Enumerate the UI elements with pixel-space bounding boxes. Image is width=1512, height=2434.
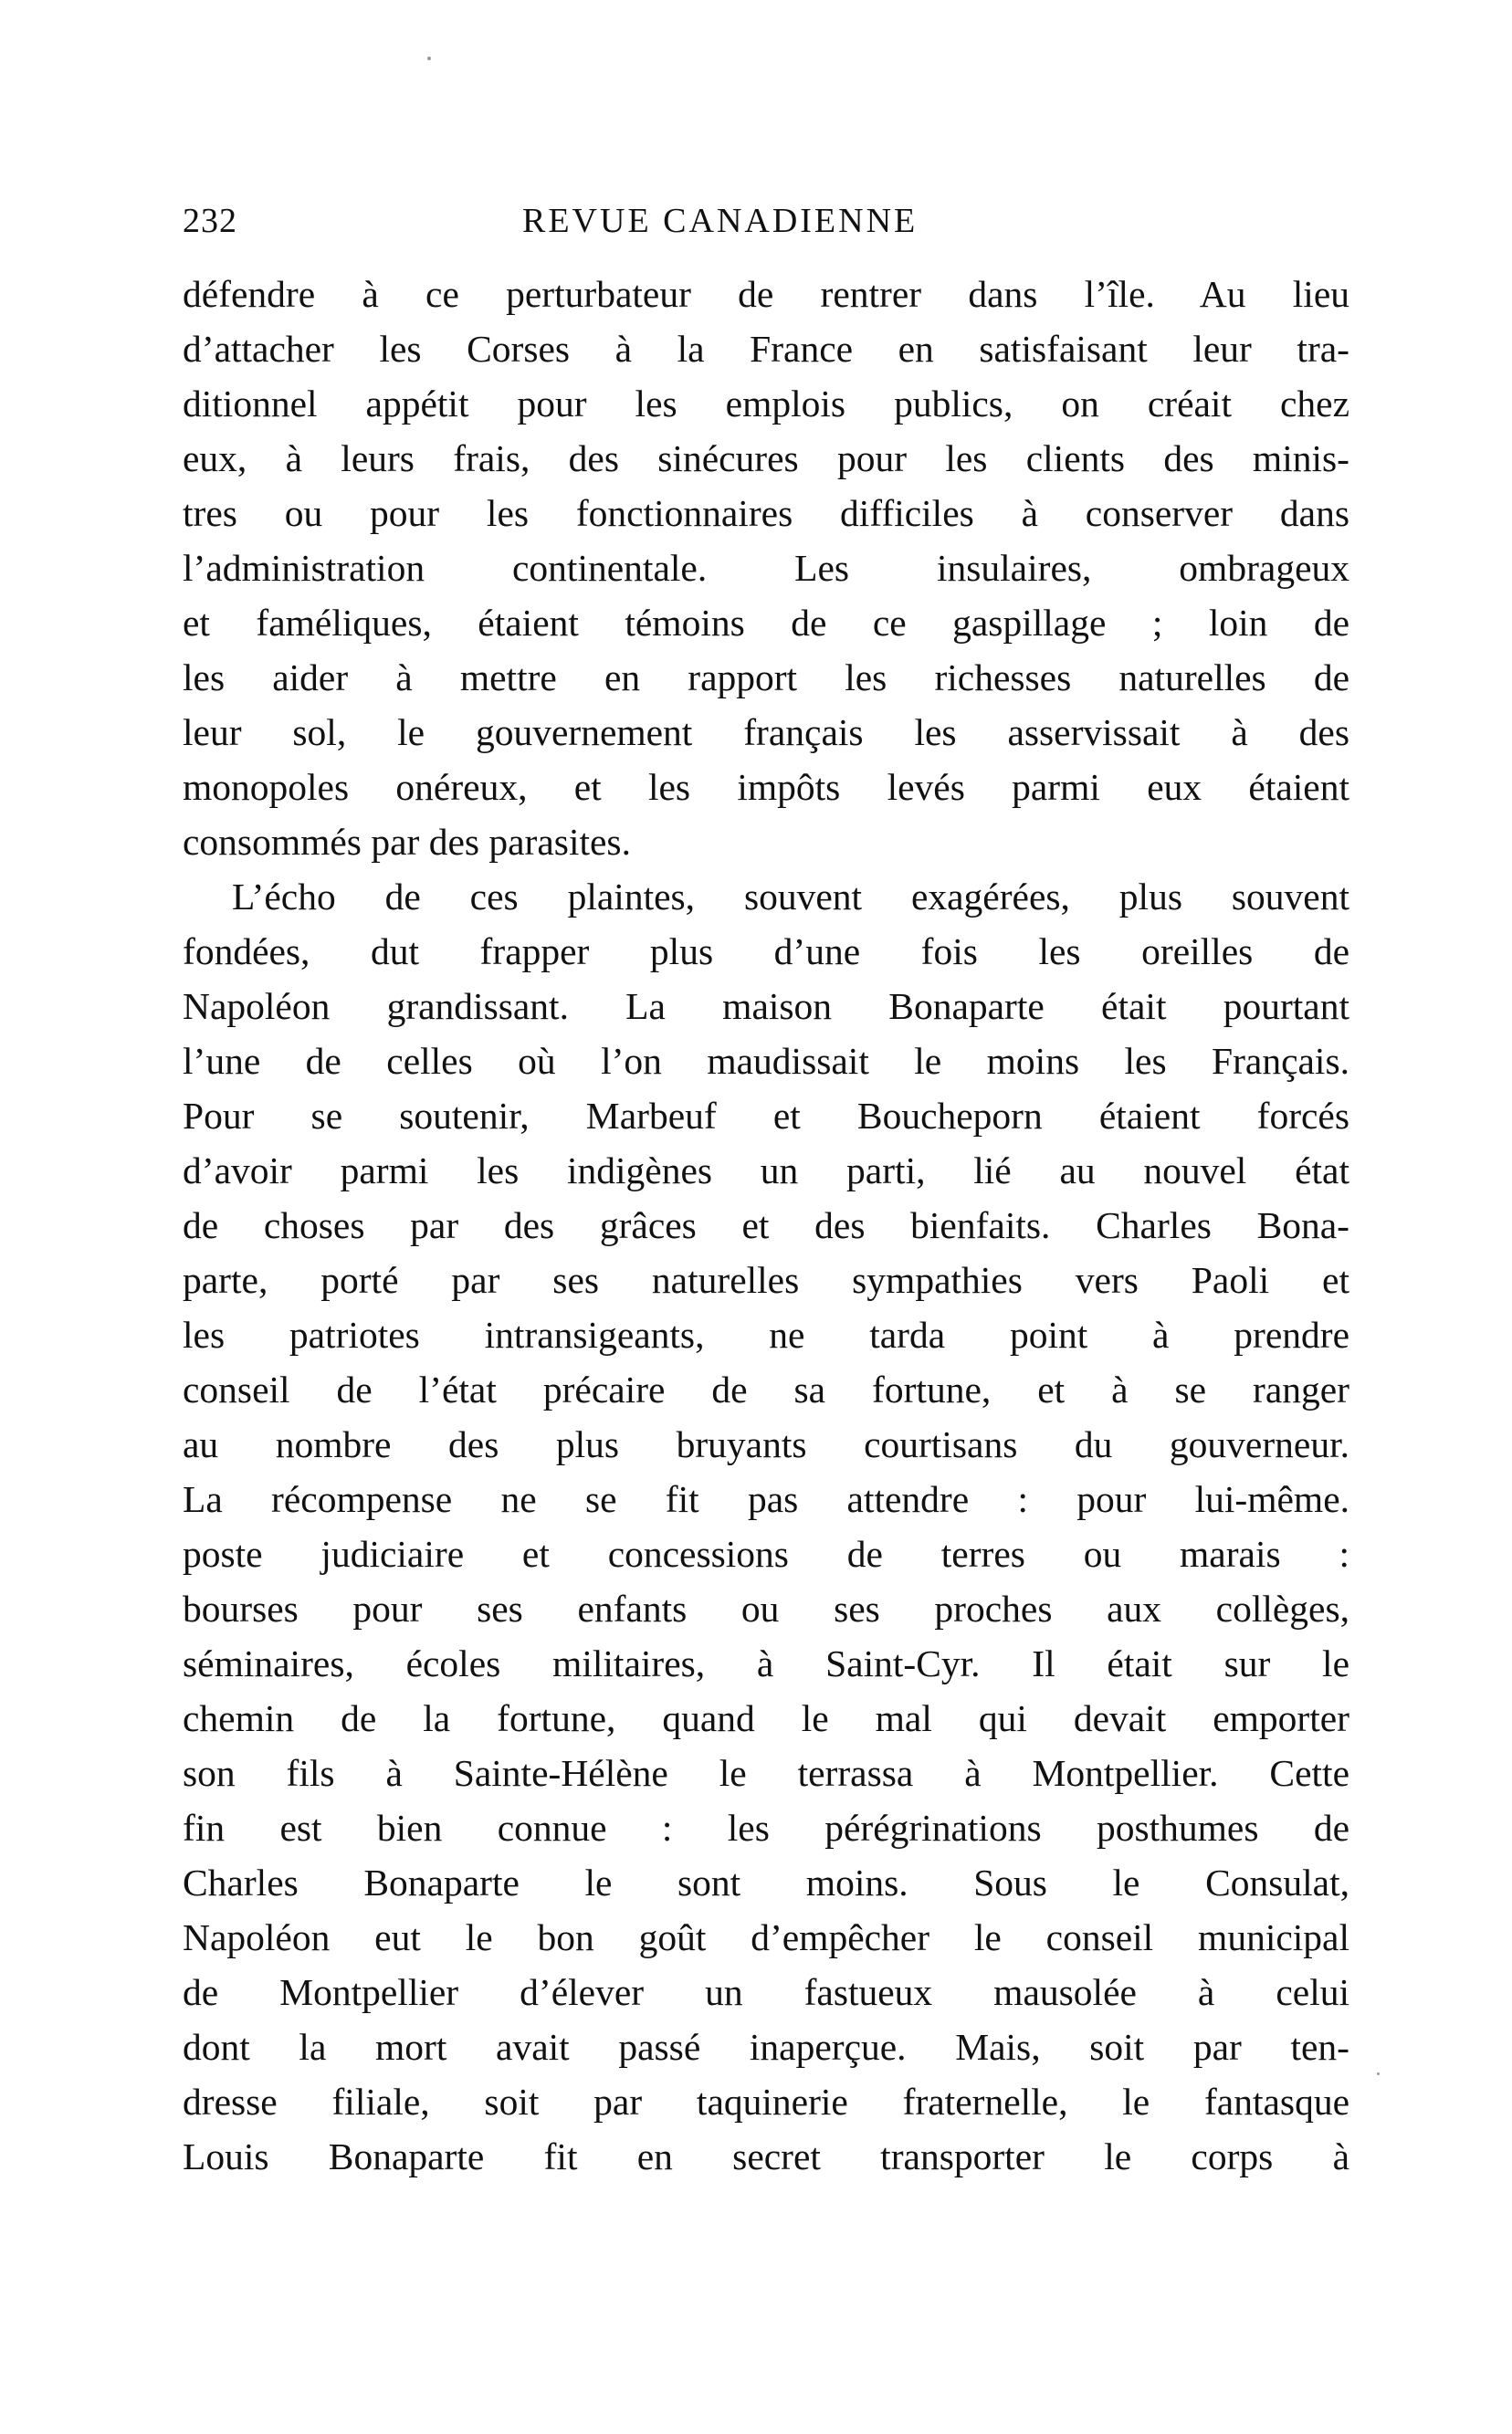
text-line: l’une de celles où l’on maudissait le moins les Français.: [183, 1040, 1349, 1082]
text-line: Napoléon eut le bon goût d’empêcher le conseil municipal: [183, 1916, 1349, 1958]
text-line: consommés par des parasites.: [183, 821, 631, 863]
text-line: poste judiciaire et concessions de terres ou marais :: [183, 1533, 1349, 1575]
page-number: 232: [183, 202, 237, 240]
text-line: tres ou pour les fonctionnaires difficiles à conserver dans: [183, 492, 1349, 534]
text-line: L’écho de ces plaintes, souvent exagérées, plus souvent: [232, 876, 1349, 918]
text-line: son fils à Sainte-Hélène le terrassa à Montpellier. Cette: [183, 1752, 1349, 1794]
text-line: Charles Bonaparte le sont moins. Sous le Consulat,: [183, 1862, 1349, 1904]
text-line: d’avoir parmi les indigènes un parti, lié au nouvel état: [183, 1149, 1349, 1191]
paper-speck: [427, 57, 431, 60]
text-line: les patriotes intransigeants, ne tarda point à prendre: [183, 1314, 1349, 1356]
text-line: fondées, dut frapper plus d’une fois les oreilles de: [183, 930, 1349, 972]
text-line: eux, à leurs frais, des sinécures pour les clients des minis-: [183, 437, 1349, 479]
text-line: bourses pour ses enfants ou ses proches aux collèges,: [183, 1588, 1349, 1630]
text-line: dresse filiale, soit par taquinerie fraternelle, le fantasque: [183, 2081, 1349, 2123]
text-line: La récompense ne se fit pas attendre : pour lui-même.: [183, 1478, 1349, 1520]
paragraph-2: [183, 869, 1349, 2184]
text-line: dont la mort avait passé inaperçue. Mais, soit par ten-: [183, 2026, 1349, 2068]
text-line: séminaires, écoles militaires, à Saint-Cyr. Il était sur le: [183, 1642, 1349, 1684]
text-line: Louis Bonaparte fit en secret transporter le corps à: [183, 2135, 1349, 2177]
journal-title: REVUE CANADIENNE: [522, 202, 919, 240]
text-line: parte, porté par ses naturelles sympathies vers Paoli et: [183, 1259, 1349, 1301]
text-line: Napoléon grandissant. La maison Bonaparte était pourtant: [183, 985, 1349, 1027]
text-line: conseil de l’état précaire de sa fortune, et à se ranger: [183, 1369, 1349, 1411]
body-text: [183, 267, 1349, 2184]
text-line: de Montpellier d’élever un fastueux mausolée à celui: [183, 1971, 1349, 2013]
text-line: l’administration continentale. Les insulaires, ombrageux: [183, 547, 1349, 589]
text-line: leur sol, le gouvernement français les asservissait à des: [183, 711, 1349, 753]
paragraph-1: [183, 267, 1349, 869]
text-line: ditionnel appétit pour les emplois publics, on créait chez: [183, 383, 1349, 425]
text-line: défendre à ce perturbateur de rentrer dans l’île. Au lieu: [183, 273, 1349, 315]
text-line: de choses par des grâces et des bienfaits. Charles Bona-: [183, 1204, 1349, 1246]
text-line: monopoles onéreux, et les impôts levés parmi eux étaient: [183, 766, 1349, 808]
text-line: d’attacher les Corses à la France en satisfaisant leur tra-: [183, 328, 1349, 370]
text-line: les aider à mettre en rapport les richesses naturelles de: [183, 656, 1349, 698]
text-line: fin est bien connue : les pérégrinations posthumes de: [183, 1807, 1349, 1849]
text-line: au nombre des plus bruyants courtisans du gouverneur.: [183, 1423, 1349, 1465]
margin-speck: [1377, 2072, 1380, 2075]
running-head: [183, 194, 1349, 248]
text-line: Pour se soutenir, Marbeuf et Boucheporn étaient forcés: [183, 1095, 1349, 1137]
text-line: chemin de la fortune, quand le mal qui devait emporter: [183, 1697, 1349, 1739]
text-line: et faméliques, étaient témoins de ce gaspillage ; loin de: [183, 602, 1349, 644]
